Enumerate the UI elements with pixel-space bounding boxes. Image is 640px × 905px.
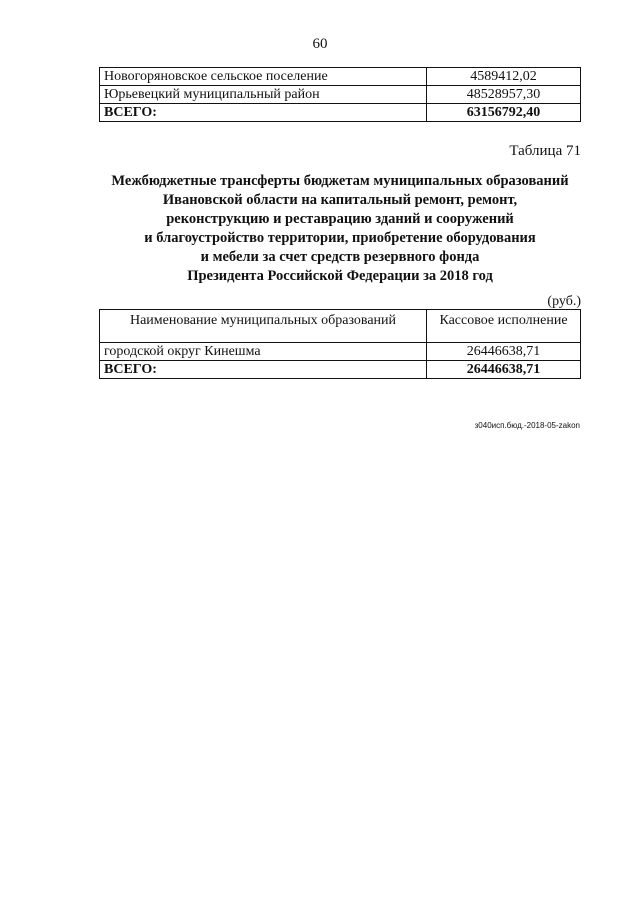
total-value: 26446638,71	[427, 361, 581, 379]
header-row	[100, 310, 581, 343]
row-name: городской округ Кинешма	[100, 343, 427, 361]
row-value: 48528957,30	[427, 86, 581, 104]
total-value: 63156792,40	[427, 104, 581, 122]
row-name: Юрьевецкий муниципальный район	[100, 86, 427, 104]
table-row	[100, 86, 581, 104]
total-row	[100, 361, 581, 379]
title-line: и благоустройство территории, приобретение оборудования	[144, 230, 536, 246]
table-row	[100, 343, 581, 361]
page-number: 60	[312, 36, 328, 52]
column-header-name: Наименование муниципальных образований	[100, 310, 427, 343]
row-name: Новогоряновское сельское поселение	[100, 68, 427, 86]
table-title	[60, 172, 620, 286]
main-table	[99, 309, 581, 379]
top-table	[99, 67, 581, 122]
units-label: (руб.)	[547, 294, 581, 309]
title-line: Межбюджетные трансферты бюджетам муниципальных образований	[111, 173, 569, 189]
row-value: 26446638,71	[427, 343, 581, 361]
title-line: и мебели за счет средств резервного фонда	[200, 249, 480, 265]
title-line: Ивановской области на капитальный ремонт, ремонт,	[162, 192, 518, 208]
table-row	[100, 68, 581, 86]
column-header-value: Кассовое исполнение	[427, 310, 581, 343]
title-line: реконструкцию и реставрацию зданий и сооружений	[166, 211, 514, 227]
table-label: Таблица 71	[509, 143, 581, 159]
total-label: ВСЕГО:	[100, 104, 427, 122]
row-value: 4589412,02	[427, 68, 581, 86]
footnote: з040исп.бюд.-2018-05-zakon	[474, 421, 580, 430]
title-line: Президента Российской Федерации за 2018 год	[187, 268, 493, 284]
total-row	[100, 104, 581, 122]
total-label: ВСЕГО:	[100, 361, 427, 379]
